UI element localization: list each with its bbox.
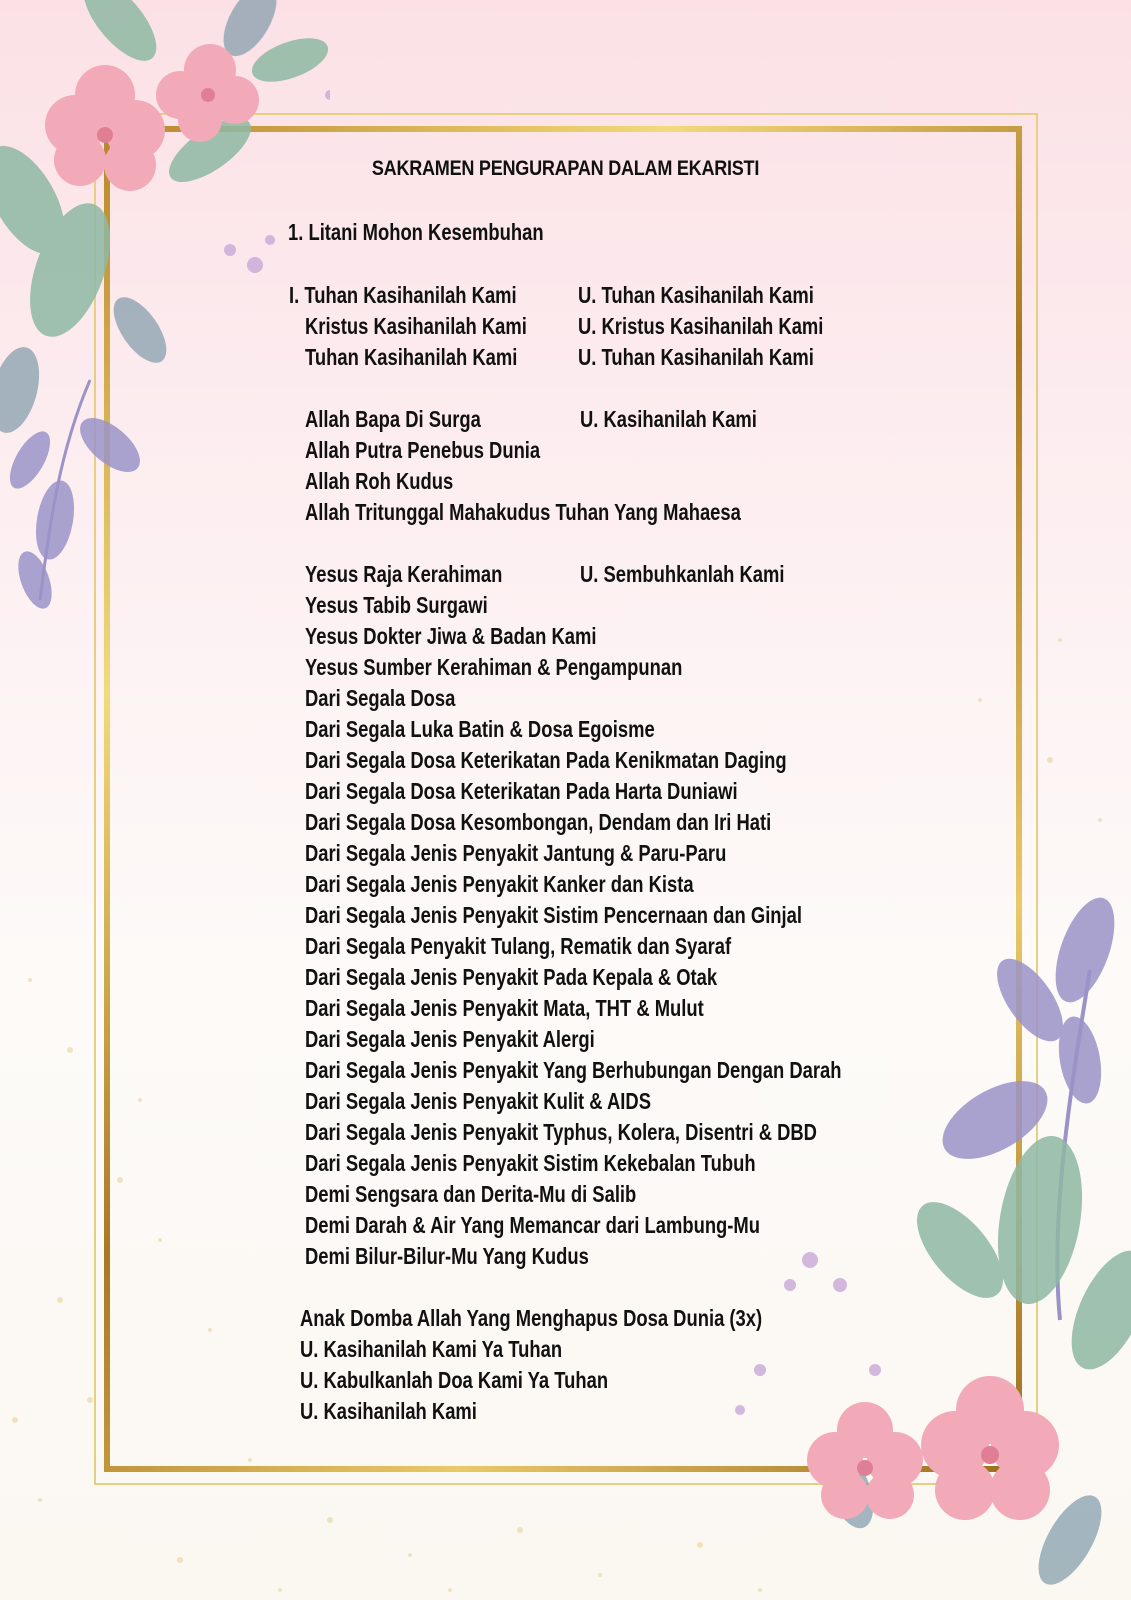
healing-line: Yesus Sumber Kerahiman & Pengampunan (305, 654, 683, 680)
healing-line: Dari Segala Jenis Penyakit Mata, THT & Mulut (305, 995, 704, 1021)
healing-line: Dari Segala Jenis Penyakit Alergi (305, 1026, 595, 1052)
healing-line: Dari Segala Jenis Penyakit Typhus, Kolera, Disentri & DBD (305, 1119, 817, 1145)
kyrie-leader-1: I. Tuhan Kasihanilah Kami (289, 282, 517, 308)
agnus-dei-line: Anak Domba Allah Yang Menghapus Dosa Dunia (3x) (300, 1305, 763, 1331)
healing-line: Dari Segala Penyakit Tulang, Rematik dan Syaraf (305, 933, 732, 959)
healing-line: Demi Bilur-Bilur-Mu Yang Kudus (305, 1243, 589, 1269)
agnus-dei-response: U. Kasihanilah Kami Ya Tuhan (300, 1336, 563, 1362)
healing-line: Yesus Dokter Jiwa & Badan Kami (305, 623, 597, 649)
healing-line: Demi Sengsara dan Derita-Mu di Salib (305, 1181, 637, 1207)
healing-line: Dari Segala Jenis Penyakit Jantung & Paru-Paru (305, 840, 727, 866)
healing-line: Dari Segala Luka Batin & Dosa Egoisme (305, 716, 655, 742)
trinity-response: U. Kasihanilah Kami (580, 406, 757, 432)
section-heading: 1. Litani Mohon Kesembuhan (288, 219, 544, 245)
healing-line: Dari Segala Dosa Keterikatan Pada Harta Duniawi (305, 778, 738, 804)
agnus-dei-response: U. Kasihanilah Kami (300, 1398, 477, 1424)
trinity-line: Allah Roh Kudus (305, 468, 454, 494)
healing-response: U. Sembuhkanlah Kami (580, 561, 785, 587)
healing-line: Dari Segala Jenis Penyakit Yang Berhubungan Dengan Darah (305, 1057, 842, 1083)
healing-line: Yesus Raja Kerahiman (305, 561, 503, 587)
agnus-dei-response: U. Kabulkanlah Doa Kami Ya Tuhan (300, 1367, 609, 1393)
trinity-line: Allah Bapa Di Surga (305, 406, 481, 432)
kyrie-response-1: U. Tuhan Kasihanilah Kami (578, 282, 814, 308)
kyrie-leader-2: Kristus Kasihanilah Kami (305, 313, 527, 339)
healing-line: Dari Segala Dosa Kesombongan, Dendam dan Iri Hati (305, 809, 772, 835)
kyrie-leader-3: Tuhan Kasihanilah Kami (305, 344, 518, 370)
healing-line: Dari Segala Jenis Penyakit Sistim Kekebalan Tubuh (305, 1150, 756, 1176)
healing-line: Dari Segala Dosa Keterikatan Pada Kenikmatan Daging (305, 747, 787, 773)
healing-line: Demi Darah & Air Yang Memancar dari Lambung-Mu (305, 1212, 760, 1238)
healing-line: Dari Segala Jenis Penyakit Pada Kepala & Otak (305, 964, 718, 990)
trinity-line: Allah Putra Penebus Dunia (305, 437, 541, 463)
page-title: SAKRAMEN PENGURAPAN DALAM EKARISTI (371, 157, 760, 180)
kyrie-response-2: U. Kristus Kasihanilah Kami (578, 313, 824, 339)
kyrie-response-3: U. Tuhan Kasihanilah Kami (578, 344, 814, 370)
healing-line: Dari Segala Jenis Penyakit Kanker dan Kista (305, 871, 694, 897)
trinity-line: Allah Tritunggal Mahakudus Tuhan Yang Mahaesa (305, 499, 741, 525)
healing-line: Dari Segala Jenis Penyakit Sistim Pencernaan dan Ginjal (305, 902, 803, 928)
healing-line: Dari Segala Dosa (305, 685, 456, 711)
healing-line: Yesus Tabib Surgawi (305, 592, 488, 618)
healing-line: Dari Segala Jenis Penyakit Kulit & AIDS (305, 1088, 651, 1114)
